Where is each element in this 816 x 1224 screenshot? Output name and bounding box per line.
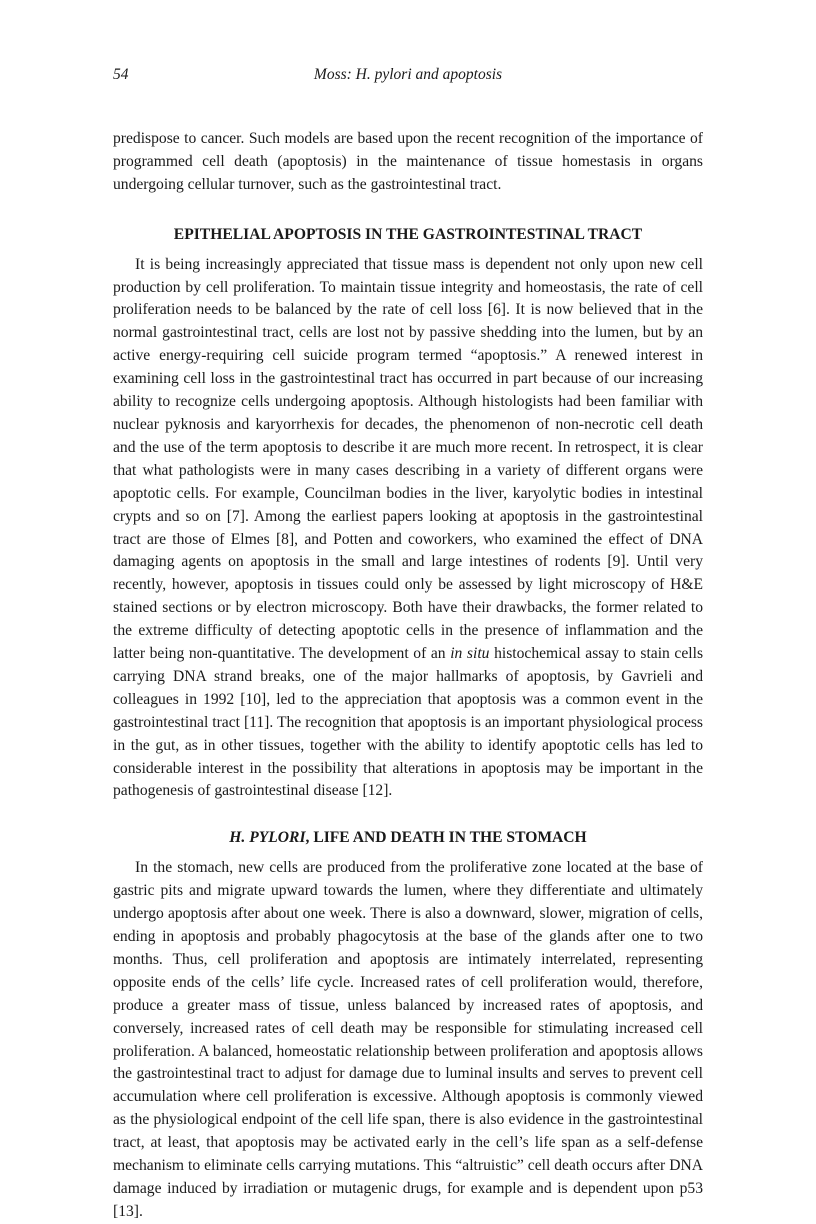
running-title: Moss: H. pylori and apoptosis [313,66,503,83]
page-number: 54 [113,66,129,83]
page [113,62,703,1224]
heading-hpylori-emphasis: H. PYLORI [229,829,306,847]
intro-paragraph: predispose to cancer. Such models are based upon the recent recognition of the importance of programmed cell death (apoptosis) in the maintenance of tissue homestasis in organs undergoing cellular turnover, such as the gastrointestinal tract. [113,130,703,193]
section-heading-epithelial-apoptosis: EPITHELIAL APOPTOSIS IN THE GASTROINTESTINAL TRACT [173,225,643,243]
section1-text-part2: histochemical assay to stain cells carrying DNA strand breaks, one of the major hallmarks of apoptosis, by Gavrieli and colleagues in 1992 [10], led to the appreciation that apoptosis was a common event in the gastrointestinal tract [11]. The recognition that apoptosis is an important physiological process in the gut, as in other tissues, together with the ability to identify apoptotic cells has led to considerable interest in the possibility that alterations in apoptosis may be important in the pathogenesis of gastrointestinal disease [12]. [113,645,704,800]
section2-paragraph: In the stomach, new cells are produced from the proliferative zone located at the base of gastric pits and migrate upward towards the lumen, where they differentiate and ultimately undergo apoptosis after about one week. There is also a downward, slower, migration of cells, ending in apoptosis and probably phagocytosis at the base of the glands after one to two months. Thus, cell proliferation and apoptosis are intimately interrelated, representing opposite ends of the cells’ life cycle. Increased rates of cell proliferation would, therefore, produce a greater mass of tissue, unless balanced by increased rates of apoptosis, and conversely, increased rates of cell death may be responsible for stimulating increased cell proliferation. A balanced, homeostatic relationship between proliferation and apoptosis allows the gastrointestinal tract to adjust for damage due to luminal insults and serves to prevent cell accumulation where cell proliferation is excessive. Although apoptosis is commonly viewed as the physiological endpoint of the cell life span, there is also evidence in the gastrointestinal tract, at least, that apoptosis may be activated early in the cell’s life span as a self-defense mechanism to eliminate cells carrying mutations. This “altruistic” cell death occurs after DNA damage induced by irradiation or mutagenic drugs, for example and is dependent upon p53 [13]. [113,859,703,1220]
in-situ-emphasis: in situ [450,645,490,663]
running-header [113,62,703,88]
heading-rest: , LIFE AND DEATH IN THE STOMACH [305,829,587,847]
section-heading-hpylori-life-death [113,827,703,850]
section1-paragraph [113,254,703,804]
section1-text-part1: It is being increasingly appreciated that tissue mass is dependent not only upon new cell production by cell proliferation. To maintain tissue integrity and homeostasis, the rate of cell proliferation needs to be balanced by the rate of cell loss [6]. It is now believed that in the normal gastrointestinal tract, cells are lost not by passive shedding into the lumen, but by an active energy-requiring cell suicide program termed “apoptosis.” A renewed interest in examining cell loss in the gastrointestinal tract has occurred in part because of our increasing ability to recognize cells undergoing apoptosis. Although histologists had been familiar with nuclear pyknosis and karyorrhexis for decades, the phenomenon of non-necrotic cell death and the use of the term apoptosis to describe it are much more recent. In retrospect, it is clear that what pathologists were in many cases describing in a variety of different organs were apoptotic cells. For example, Councilman bodies in the liver, karyolytic bodies in intestinal crypts and so on [7]. Among the earliest papers looking at apoptosis in the gastrointestinal tract are those of Elmes [8], and Potten and coworkers, who examined the effect of DNA damaging agents on apoptosis in the small and large intestines of rodents [9]. Until very recently, however, apoptosis in tissues could only be assessed by light microscopy of H&E stained sections or by electron microscopy. Both have their drawbacks, the former related to the extreme difficulty of detecting apoptotic cells in the presence of inflammation and the latter being non-quantitative. The development of an [113,255,703,663]
